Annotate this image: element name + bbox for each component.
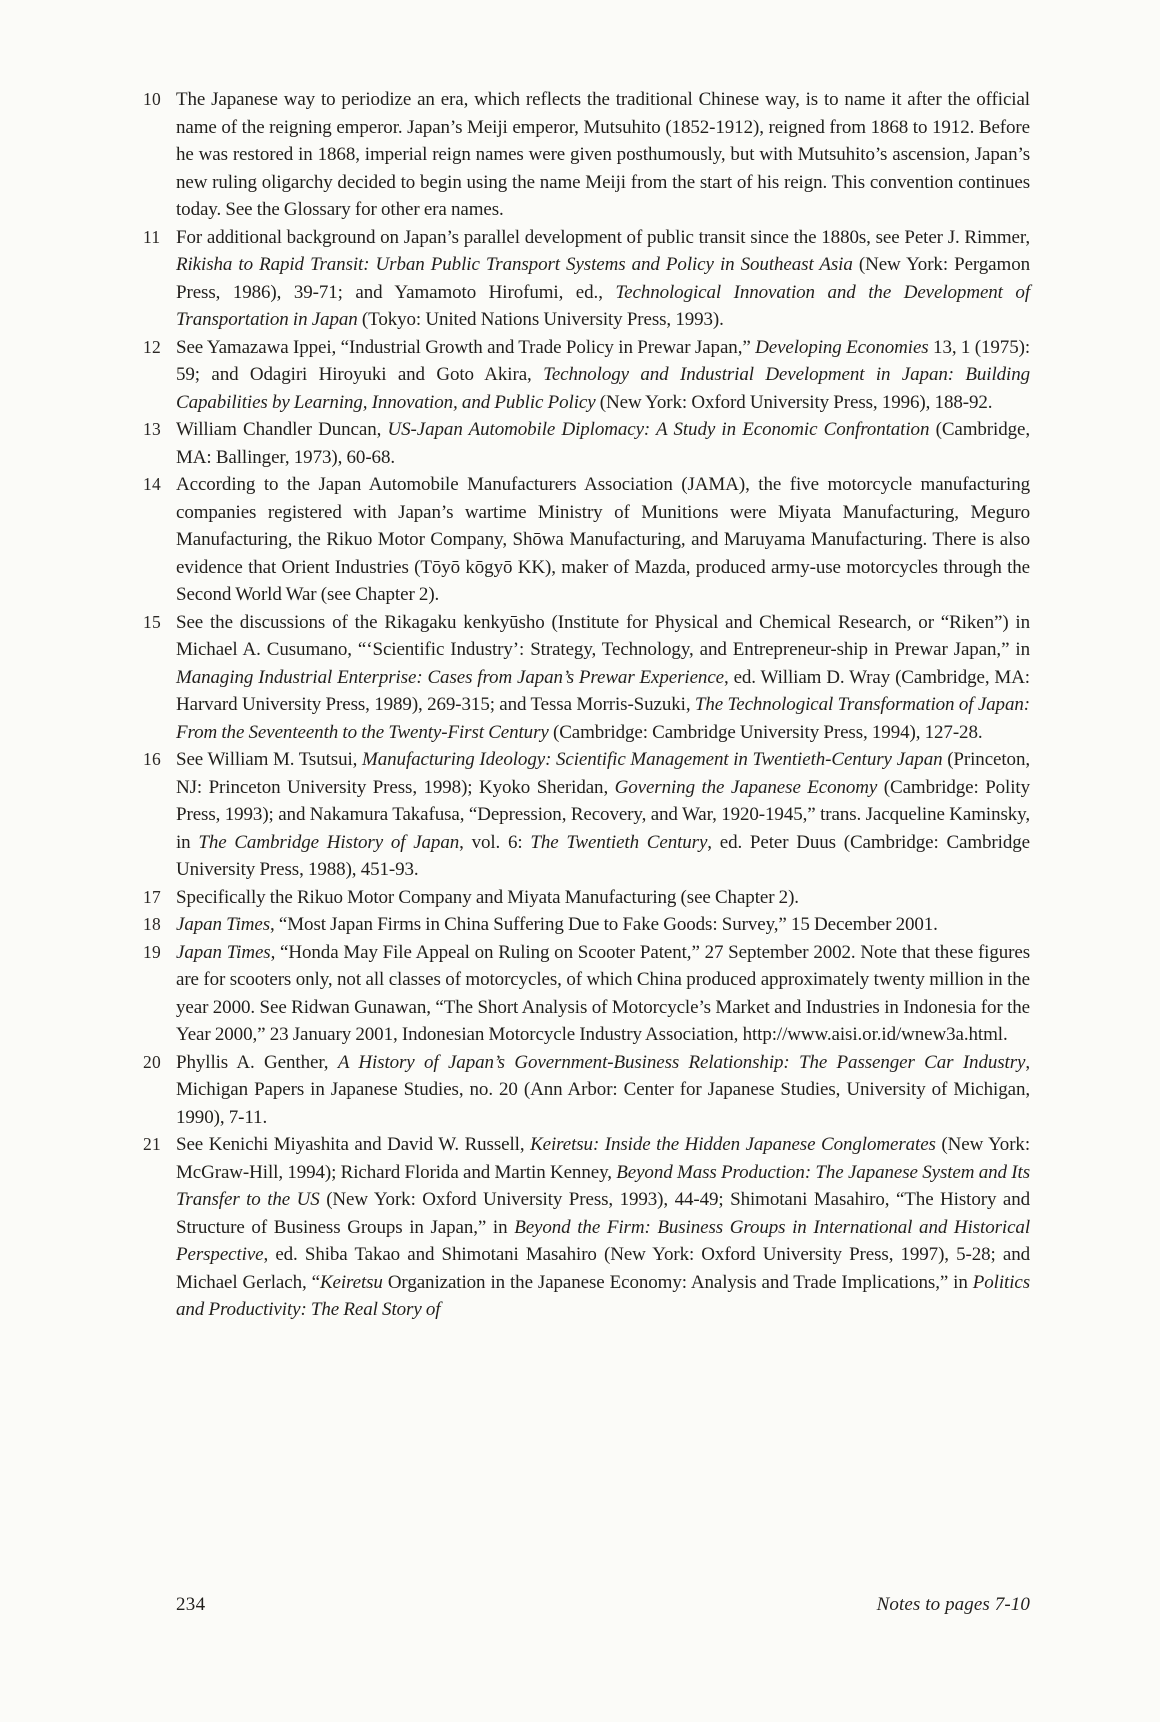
note-item [142,471,1030,609]
running-head: Notes to pages 7-10 [876,1594,1030,1615]
note-text [176,86,1030,224]
note-text-italic: Keiretsu: Inside the Hidden Japanese Conglomerates [530,1134,936,1155]
note-text-italic: The Cambridge History of Japan [198,831,460,853]
note-text-plain: , “Most Japan Firms in China Suffering Due to Fake Goods: Survey,” 15 December 2001. [270,914,938,935]
note-text [176,939,1030,1049]
note-text-plain: 13, 1 (1975): 59; and Odagiri Hiroyuki and Goto Akira, [176,336,1031,385]
note-text-plain: (Tokyo: United Nations University Press, 1993). [357,309,724,330]
note-text-plain: , vol. 6: [459,831,531,853]
note-text-italic: The Technological Transformation of Japan: From the Seventeenth to the Twenty-First Century [176,694,1030,743]
note-text-plain: Organization in the Japanese Economy: Analysis and Trade Implications,” in [382,1271,973,1293]
note-item [142,746,1030,884]
note-number: 10 [143,89,162,109]
note-text-plain: (Princeton, NJ: Princeton University Press, 1998); Kyoko Sheridan, [176,749,1030,798]
note-text [176,609,1030,747]
note-text [176,471,1030,609]
note-text [176,1131,1030,1324]
note-text-plain: The Japanese way to periodize an era, which reflects the traditional Chinese way, is to name it after the official name of the reigning emperor. Japan’s Meiji emperor, Mutsuhito (1852-1912), reigned from 1868 to 1912. Before he was restored in 1868, imperial reign names were given posthumously, but with Mutsuhito’s ascension, Japan’s new ruling oligarchy decided to begin using the name Meiji from the start of his reign. This convention continues today. See the Glossary for other era names. [176,89,1030,220]
note-item [142,884,1030,912]
note-text-italic: A History of Japan’s Government-Business Relationship: The Passenger Car Industry [337,1051,1026,1073]
note-text-italic: Technological Innovation and the Development of Transportation in Japan [176,281,1030,330]
note-text-plain: , “Honda May File Appeal on Ruling on Scooter Patent,” 27 September 2002. Note that these figures are for scooters only, not all classes of motorcycles, of which China produced approximately twenty million in the year 2000. See Ridwan Gunawan, “The Short Analysis of Motorcycle’s Market and Industries in Indonesia for the Year 2000,” 23 January 2001, Indonesian Motorcycle Industry Association, http://www.aisi.or.id/wnew3a.html. [176,941,1031,1045]
note-text-plain: (Cambridge: Polity Press, 1993); and Nakamura Takafusa, “Depression, Recovery, and War, 1920-1945,” trans. Jacqueline Kaminsky, in [176,776,1030,853]
note-item [142,416,1030,471]
note-item [142,86,1030,224]
page-footer [142,1591,1030,1618]
note-number: 21 [143,1134,162,1154]
note-text [176,911,1030,939]
page-number: 234 [176,1594,206,1615]
note-number: 15 [143,611,162,632]
note-text-italic: Rikisha to Rapid Transit: Urban Public Transport Systems and Policy in Southeast Asia [176,254,853,275]
note-number: 13 [143,419,162,439]
note-number: 20 [143,1051,162,1072]
note-text-plain: (New York: Oxford University Press, 1993), 44-49; Shimotani Masahiro, “The History and Structure of Business Groups in Japan,” in [176,1189,1031,1238]
note-text-italic: Beyond Mass Production: The Japanese System and Its Transfer to the US [176,1161,1030,1210]
note-text-plain: According to the Japan Automobile Manufacturers Association (JAMA), the five motorcycle manufacturing companies registered with Japan’s wartime Ministry of Munitions were Miyata Manufacturing, Meguro Manufacturing, the Rikuo Motor Company, Shōwa Manufacturing, and Maruyama Manufacturing. There is also evidence that Orient Industries (Tōyō kōgyō KK), maker of Mazda, produced army-use motorcycles through the Second World War (see Chapter 2). [176,474,1030,605]
note-text-italic: Managing Industrial Enterprise: Cases from Japan’s Prewar Experience [176,666,724,688]
note-item [142,334,1030,417]
note-text-plain: , ed. Shiba Takao and Shimotani Masahiro (New York: Oxford University Press, 1997), 5-28; and Michael Gerlach, “ [176,1244,1030,1293]
note-text-plain: , ed. Peter Duus (Cambridge: Cambridge University Press, 1988), 451-93. [176,831,1030,880]
note-text [176,416,1030,471]
note-text [176,224,1030,334]
note-text-plain: William Chandler Duncan, [176,419,388,440]
note-item [142,609,1030,747]
note-text-plain: (Cambridge: Cambridge University Press, 1994), 127-28. [548,721,983,743]
note-text-plain: Specifically the Rikuo Motor Company and Miyata Manufacturing (see Chapter 2). [176,886,799,908]
note-number: 11 [143,226,161,247]
note-text-italic: Japan Times [176,914,271,935]
note-text-plain: Phyllis A. Genther, [176,1051,338,1073]
note-number: 14 [143,474,162,494]
note-text-plain: (New York: Oxford University Press, 1996), 188-92. [595,391,993,413]
note-number: 16 [143,749,162,769]
note-text-plain: See William M. Tsutsui, [176,749,363,770]
note-text-plain: (Cambridge, MA: Ballinger, 1973), 60-68. [176,419,1030,468]
note-text-italic: Keiretsu [319,1271,383,1293]
note-text-plain: (New York: McGraw-Hill, 1994); Richard Florida and Martin Kenney, [176,1134,1030,1183]
note-item [142,224,1030,334]
note-text-plain: , ed. William D. Wray (Cambridge, MA: Harvard University Press, 1989), 269-315; and Tessa Morris-Suzuki, [176,666,1030,715]
note-item [142,911,1030,939]
note-item [142,1131,1030,1324]
note-text [176,884,1030,912]
note-number: 12 [143,336,162,357]
note-text-plain: See Kenichi Miyashita and David W. Russell, [176,1134,531,1155]
note-text-plain: (New York: Pergamon Press, 1986), 39-71; and Yamamoto Hirofumi, ed., [176,254,1030,303]
note-text-italic: Politics and Productivity: The Real Story of [176,1271,1030,1320]
note-text-plain: For additional background on Japan’s parallel development of public transit since the 1880s, see Peter J. Rimmer, [176,226,1030,248]
note-text-plain: See Yamazawa Ippei, “Industrial Growth and Trade Policy in Prewar Japan,” [176,336,756,358]
note-text-italic: Beyond the Firm: Business Groups in International and Historical Perspective [176,1216,1030,1265]
note-text-italic: Technology and Industrial Development in Japan: Building Capabilities by Learning, Innovation, and Public Policy [176,364,1030,413]
note-text [176,334,1030,417]
note-item [142,1049,1030,1132]
note-text-italic: Manufacturing Ideology: Scientific Management in Twentieth-Century Japan [362,749,943,770]
note-text-italic: Japan Times [176,941,271,963]
note-number: 19 [143,941,162,962]
note-text-italic: US-Japan Automobile Diplomacy: A Study in Economic Confrontation [387,419,930,440]
note-text-plain: See the discussions of the Rikagaku kenkyūsho (Institute for Physical and Chemical Research, or “Riken”) in Michael A. Cusumano, “‘Scientific Industry’: Strategy, Technology, and Entrepreneur-ship in Prewar Japan,” in [176,611,1030,660]
note-text-italic: The Twentieth Century [530,831,708,853]
note-text-italic: Governing the Japanese Economy [614,776,878,798]
note-text-italic: Developing Economies [755,336,929,358]
note-number: 17 [143,886,162,907]
note-text [176,746,1030,884]
endnotes-list [142,86,1030,1324]
note-text-plain: , Michigan Papers in Japanese Studies, no. 20 (Ann Arbor: Center for Japanese Studies, University of Michigan, 1990), 7-11. [176,1051,1030,1128]
note-text [176,1049,1030,1132]
note-number: 18 [143,914,162,934]
note-item [142,939,1030,1049]
